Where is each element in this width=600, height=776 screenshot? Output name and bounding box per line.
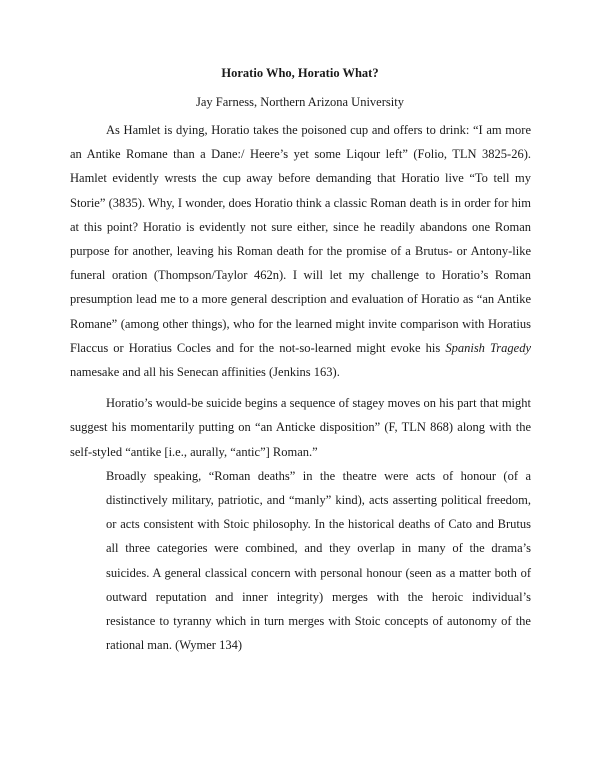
paragraph-2: Horatio’s would-be suicide begins a sequence of stagey moves on his part that might suggest his momentarily putting on “an Anticke disposition” (F, TLN 868) along with the self-styled “antike [i.e., aurally, “antic”] Roman.” <box>70 396 531 459</box>
block-quote: Broadly speaking, “Roman deaths” in the theatre were acts of honour (of a distinctively military, patriotic, and “manly” kind), acts asserting political freedom, or acts consistent with Stoic philosophy. In the historical deaths of Cato and Brutus all three categories were combined, and they overlap in many of the drama’s suicides. A general classical concern with personal honour (seen as a matter both of outward reputation and inner integrity) merges with the heroic individual’s resistance to tyranny which in turn merges with Stoic concepts of autonomy of the rational man. (Wymer 134) <box>106 468 531 653</box>
author-line: Jay Farness, Northern Arizona University <box>196 95 404 109</box>
paragraph-1-tail: namesake and all his Senecan affinities (Jenkins 163). <box>70 365 340 380</box>
italic-title: Spanish Tragedy <box>445 340 531 355</box>
paragraph-1-text: As Hamlet is dying, Horatio takes the poisoned cup and offers to drink: “I am more an Antike Romane than a Dane:/ Heere’s yet some Liqour left” (Folio, TLN 3825-26). Hamlet evidently wrests the cup away before demanding that Horatio live “To tell my Storie” (3835). Why, I wonder, does Horatio think a classic Roman death is in order for him at this point? Horatio is evidently not sure either, since he readily abandons one Roman purpose for another, leaving his Roman death for the promise of a Brutus- or Antony-like funeral oration (Thompson/Taylor 462n). I will let my challenge to Horatio’s Roman presumption lead me to a more general description and evaluation of Horatio as “an Antike Romane” (among other things), who for the learned might invite comparison with Horatius Flaccus or Horatius Cocles and for the not-so-learned might evoke his <box>70 123 531 355</box>
page-title: Horatio Who, Horatio What? <box>221 66 379 80</box>
paragraph-1 <box>70 118 531 384</box>
document-body <box>70 118 531 657</box>
